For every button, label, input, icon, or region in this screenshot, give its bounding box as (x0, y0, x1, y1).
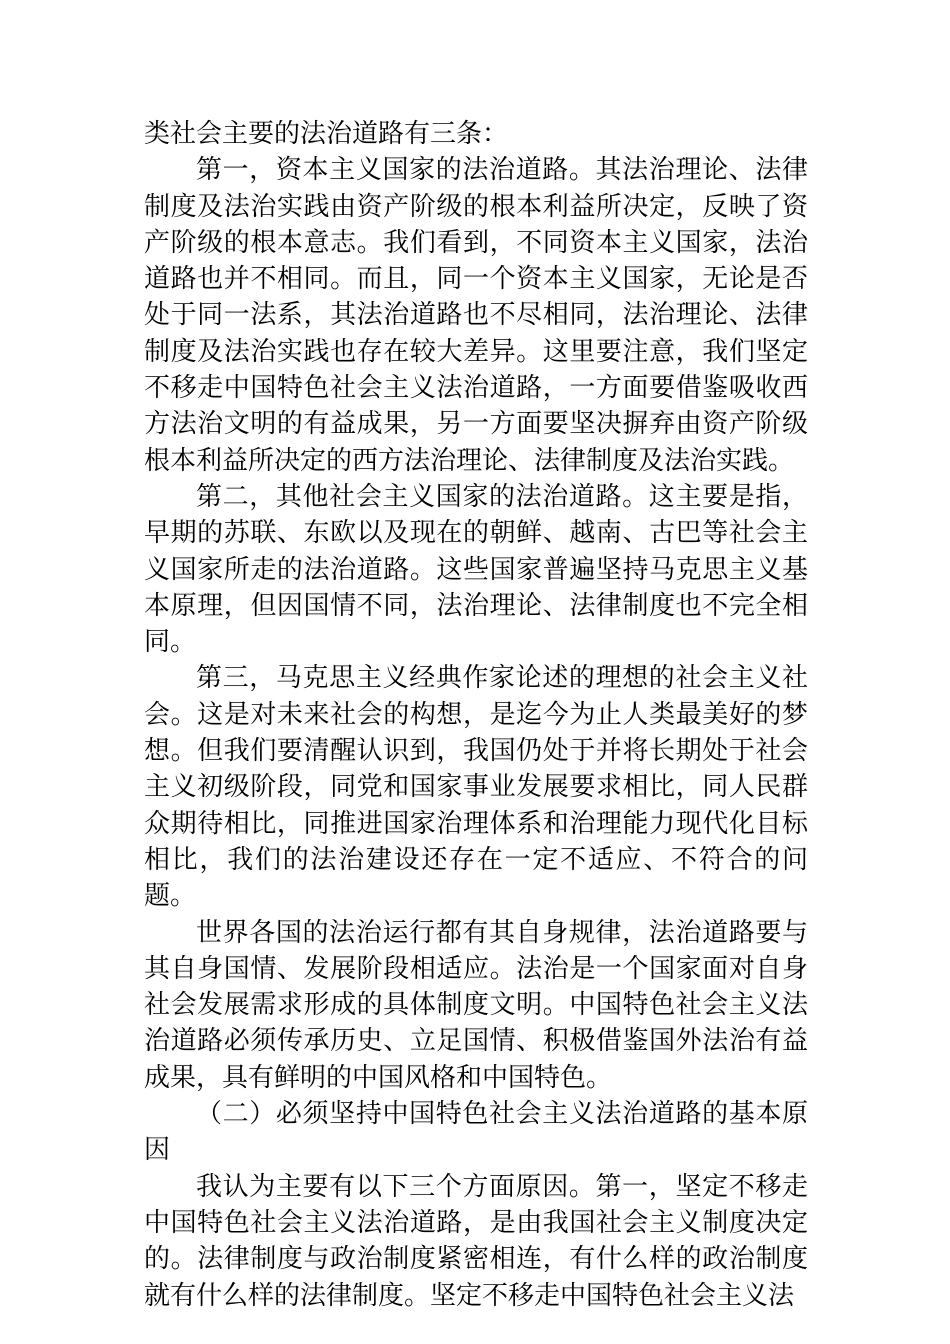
paragraph-reasons: 我认为主要有以下三个方面原因。第一，坚定不移走中国特色社会主义法治道路，是由我国社会主义制度决定的。法律制度与政治制度紧密相连，有什么样的政治制度就有什么样的法律制度。坚定不移走中国特色社会主义法 (144, 1171, 808, 1311)
paragraph-world-rule-of-law: 世界各国的法治运行都有其自身规律，法治道路要与其自身国情、发展阶段相适应。法治是一个国家面对自身社会发展需求形成的具体制度文明。中国特色社会主义法治道路必须传承历史、立足国情、积极借鉴国外法治有益成果，具有鲜明的中国风格和中国特色。 (144, 917, 808, 1093)
document-body (144, 116, 808, 1314)
paragraph-continuation: 类社会主要的法治道路有三条： (144, 119, 509, 149)
paragraph-capitalist-path: 第一，资本主义国家的法治道路。其法治理论、法律制度及法治实践由资产阶级的根本利益所决定，反映了资产阶级的根本意志。我们看到，不同资本主义国家，法治道路也并不相同。而且，同一个资本主义国家，无论是否处于同一法系，其法治道路也不尽相同，法治理论、法律制度及法治实践也存在较大差异。这里要注意，我们坚定不移走中国特色社会主义法治道路，一方面要借鉴吸收西方法治文明的有益成果，另一方面要坚决摒弃由资产阶级根本利益所决定的西方法治理论、法律制度及法治实践。 (144, 155, 808, 476)
paragraph-other-socialist-path: 第二，其他社会主义国家的法治道路。这主要是指，早期的苏联、东欧以及现在的朝鲜、越南、古巴等社会主义国家所走的法治道路。这些国家普遍坚持马克思主义基本原理，但因国情不同，法治理论、法律制度也不完全相同。 (144, 481, 808, 658)
paragraph-ideal-socialism: 第三，马克思主义经典作家论述的理想的社会主义社会。这是对未来社会的构想，是迄今为止人类最美好的梦想。但我们要清醒认识到，我国仍处于并将长期处于社会主义初级阶段，同党和国家事业发展要求相比，同人民群众期待相比，同推进国家治理体系和治理能力现代化目标相比，我们的法治建设还存在一定不适应、不符合的问题。 (144, 663, 808, 912)
section-heading: （二）必须坚持中国特色社会主义法治道路的基本原因 (144, 1099, 808, 1166)
